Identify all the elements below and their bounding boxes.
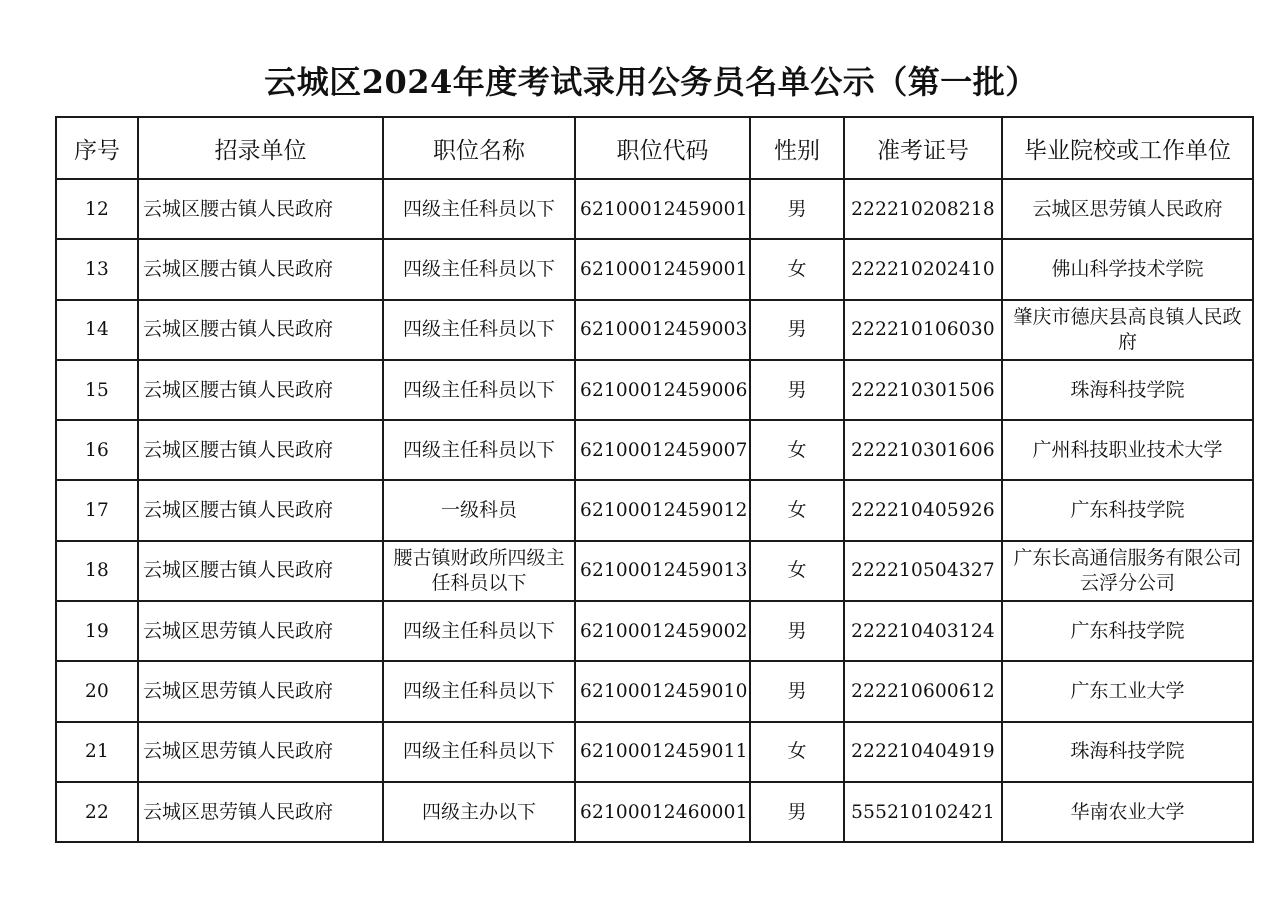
header-seq: 序号 xyxy=(56,117,138,179)
cell-ticket-number: 222210301506 xyxy=(844,360,1002,420)
cell-school-or-employer: 广东工业大学 xyxy=(1002,661,1253,721)
cell-seq: 14 xyxy=(56,300,138,360)
cell-ticket-number: 222210202410 xyxy=(844,239,1002,299)
table-row xyxy=(56,480,1253,540)
cell-position-code: 62100012460001 xyxy=(575,782,750,842)
cell-ticket-number: 222210208218 xyxy=(844,179,1002,239)
cell-unit: 云城区腰古镇人民政府 xyxy=(138,420,383,480)
cell-unit: 云城区腰古镇人民政府 xyxy=(138,541,383,601)
cell-unit: 云城区腰古镇人民政府 xyxy=(138,480,383,540)
cell-seq: 15 xyxy=(56,360,138,420)
cell-school-or-employer: 珠海科技学院 xyxy=(1002,360,1253,420)
cell-position-code: 62100012459001 xyxy=(575,179,750,239)
cell-unit: 云城区腰古镇人民政府 xyxy=(138,179,383,239)
cell-gender: 男 xyxy=(750,360,844,420)
cell-gender: 女 xyxy=(750,480,844,540)
cell-school-or-employer: 珠海科技学院 xyxy=(1002,722,1253,782)
header-position: 职位名称 xyxy=(383,117,575,179)
cell-position: 四级主任科员以下 xyxy=(383,601,575,661)
cell-unit: 云城区思劳镇人民政府 xyxy=(138,722,383,782)
cell-unit: 云城区思劳镇人民政府 xyxy=(138,782,383,842)
header-row xyxy=(56,117,1253,179)
roster-table xyxy=(55,116,1254,843)
cell-position: 四级主任科员以下 xyxy=(383,300,575,360)
cell-ticket-number: 222210600612 xyxy=(844,661,1002,721)
table-row xyxy=(56,601,1253,661)
cell-position-code: 62100012459003 xyxy=(575,300,750,360)
table-row xyxy=(56,661,1253,721)
cell-position-code: 62100012459006 xyxy=(575,360,750,420)
cell-school-or-employer: 华南农业大学 xyxy=(1002,782,1253,842)
cell-gender: 男 xyxy=(750,601,844,661)
table-row xyxy=(56,541,1253,601)
cell-ticket-number: 222210403124 xyxy=(844,601,1002,661)
cell-position: 四级主任科员以下 xyxy=(383,360,575,420)
table-header xyxy=(56,117,1253,179)
cell-position-code: 62100012459007 xyxy=(575,420,750,480)
cell-gender: 男 xyxy=(750,661,844,721)
cell-unit: 云城区思劳镇人民政府 xyxy=(138,601,383,661)
table-row xyxy=(56,782,1253,842)
header-ticket: 准考证号 xyxy=(844,117,1002,179)
cell-position-code: 62100012459002 xyxy=(575,601,750,661)
cell-ticket-number: 222210405926 xyxy=(844,480,1002,540)
cell-school-or-employer: 佛山科学技术学院 xyxy=(1002,239,1253,299)
cell-seq: 12 xyxy=(56,179,138,239)
table-row xyxy=(56,420,1253,480)
cell-unit: 云城区腰古镇人民政府 xyxy=(138,239,383,299)
table-body xyxy=(56,179,1253,842)
cell-position-code: 62100012459013 xyxy=(575,541,750,601)
cell-seq: 13 xyxy=(56,239,138,299)
header-unit: 招录单位 xyxy=(138,117,383,179)
cell-school-or-employer: 广东科技学院 xyxy=(1002,601,1253,661)
cell-gender: 女 xyxy=(750,541,844,601)
cell-ticket-number: 222210404919 xyxy=(844,722,1002,782)
cell-unit: 云城区腰古镇人民政府 xyxy=(138,360,383,420)
cell-seq: 19 xyxy=(56,601,138,661)
cell-unit: 云城区思劳镇人民政府 xyxy=(138,661,383,721)
cell-position: 四级主任科员以下 xyxy=(383,420,575,480)
cell-position-code: 62100012459001 xyxy=(575,239,750,299)
cell-position: 四级主任科员以下 xyxy=(383,661,575,721)
cell-gender: 男 xyxy=(750,782,844,842)
table-row xyxy=(56,239,1253,299)
table-row xyxy=(56,722,1253,782)
cell-seq: 21 xyxy=(56,722,138,782)
cell-position: 四级主任科员以下 xyxy=(383,239,575,299)
cell-school-or-employer: 肇庆市德庆县高良镇人民政府 xyxy=(1002,300,1253,360)
cell-gender: 男 xyxy=(750,179,844,239)
cell-ticket-number: 222210504327 xyxy=(844,541,1002,601)
cell-ticket-number: 555210102421 xyxy=(844,782,1002,842)
cell-gender: 女 xyxy=(750,722,844,782)
cell-position-code: 62100012459011 xyxy=(575,722,750,782)
cell-position: 四级主任科员以下 xyxy=(383,722,575,782)
table-row xyxy=(56,360,1253,420)
cell-school-or-employer: 广东长高通信服务有限公司云浮分公司 xyxy=(1002,541,1253,601)
cell-seq: 18 xyxy=(56,541,138,601)
cell-gender: 男 xyxy=(750,300,844,360)
cell-unit: 云城区腰古镇人民政府 xyxy=(138,300,383,360)
header-school: 毕业院校或工作单位 xyxy=(1002,117,1253,179)
cell-position-code: 62100012459012 xyxy=(575,480,750,540)
cell-school-or-employer: 云城区思劳镇人民政府 xyxy=(1002,179,1253,239)
cell-ticket-number: 222210106030 xyxy=(844,300,1002,360)
header-gender: 性别 xyxy=(750,117,844,179)
cell-seq: 17 xyxy=(56,480,138,540)
cell-position: 四级主任科员以下 xyxy=(383,179,575,239)
table-row xyxy=(56,300,1253,360)
cell-seq: 20 xyxy=(56,661,138,721)
cell-position: 四级主办以下 xyxy=(383,782,575,842)
table-row xyxy=(56,179,1253,239)
cell-position: 一级科员 xyxy=(383,480,575,540)
cell-seq: 16 xyxy=(56,420,138,480)
cell-position-code: 62100012459010 xyxy=(575,661,750,721)
cell-school-or-employer: 广州科技职业技术大学 xyxy=(1002,420,1253,480)
cell-school-or-employer: 广东科技学院 xyxy=(1002,480,1253,540)
document-title: 云城区2024年度考试录用公务员名单公示（第一批） xyxy=(264,63,1038,101)
cell-gender: 女 xyxy=(750,420,844,480)
cell-gender: 女 xyxy=(750,239,844,299)
cell-position: 腰古镇财政所四级主任科员以下 xyxy=(383,541,575,601)
header-code: 职位代码 xyxy=(575,117,750,179)
cell-ticket-number: 222210301606 xyxy=(844,420,1002,480)
cell-seq: 22 xyxy=(56,782,138,842)
